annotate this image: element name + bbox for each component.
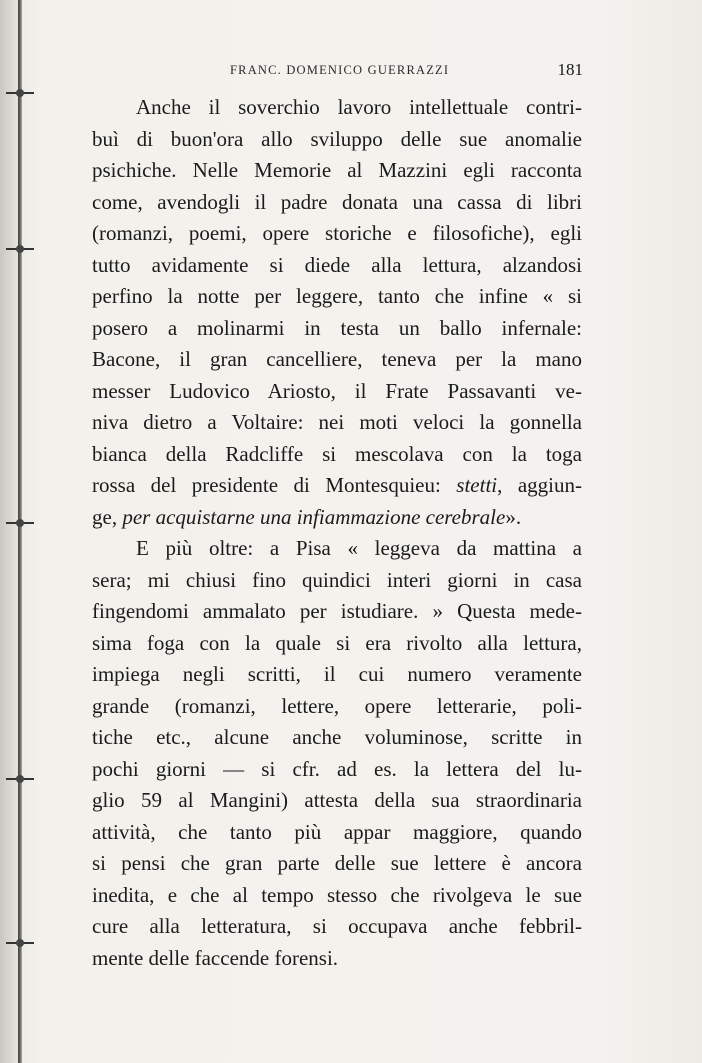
text-line: bianca della Radcliffe si mescolava con la toga [92,441,582,466]
text-segment: , aggiun- [497,473,582,497]
italic-segment: stetti [456,473,498,497]
text-line: sima foga con la quale si era rivolto alla lettura, [92,630,582,655]
text-line: tiche etc., alcune anche voluminose, scritte in [92,725,582,749]
binding-stitch-icon [6,248,34,250]
body-text [92,92,582,974]
text-line: cure alla letteratura, si occupava anche febbril- [92,914,582,938]
text-segment: ». [505,504,522,529]
text-line: pochi giorni — si cfr. ad es. la lettera del lu- [92,756,582,781]
text-line [92,502,582,534]
page-number: 181 [557,60,583,79]
text-line: si pensi che gran parte delle sue lettere è ancora [92,851,582,875]
text-line: Anche il soverchio lavoro intellettuale contri- [136,95,582,119]
text-line: messer Ludovico Ariosto, il Frate Passavanti ve- [92,378,582,403]
text-line: posero a molinarmi in testa un ballo infernale: [92,315,582,340]
running-head [105,60,583,82]
italic-segment: per acquistarne una infiammazione cerebrale [122,504,506,529]
text-line: Bacone, il gran cancelliere, teneva per la mano [92,347,582,371]
text-line [92,470,582,502]
text-line: buì di buon'ora allo sviluppo delle sue anomalie [92,126,582,151]
binding-stitch-icon [6,778,34,780]
text-line: fingendomi ammalato per istudiare. » Questa mede- [92,599,582,623]
text-line: impiega negli scritti, il cui numero veramente [92,662,582,686]
text-segment: rossa del presidente di Montesquieu: [92,473,457,497]
text-segment: ge, [92,504,123,529]
text-line: attività, che tanto più appar maggiore, quando [92,819,582,844]
binding-shadow [0,0,18,1063]
text-line: grande (romanzi, lettere, opere letterarie, poli- [92,693,582,718]
binding-stitch-icon [6,92,34,94]
text-line: perfino la notte per leggere, tanto che infine « si [92,284,582,308]
text-line: inedita, e che al tempo stesso che rivolgeva le sue [92,882,582,907]
text-line: sera; mi chiusi fino quindici interi giorni in casa [92,567,582,592]
text-line: (romanzi, poemi, opere storiche e filosofiche), egli [92,221,582,245]
text-line: tutto avidamente si diede alla lettura, alzandosi [92,252,582,277]
binding-stitch-icon [6,942,34,944]
text-line: niva dietro a Voltaire: nei moti veloci la gonnella [92,410,582,434]
text-line: mente delle faccende forensi. [92,945,339,970]
text-line: glio 59 al Mangini) attesta della sua straordinaria [92,788,582,812]
text-line: psichiche. Nelle Memorie al Mazzini egli racconta [92,158,582,182]
text-line: E più oltre: a Pisa « leggeva da mattina a [136,536,582,560]
running-title: FRANC. DOMENICO GUERRAZZI [230,63,450,77]
book-spine [18,0,22,1063]
text-line: come, avendogli il padre donata una cassa di libri [92,189,582,214]
binding-stitch-icon [6,522,34,524]
